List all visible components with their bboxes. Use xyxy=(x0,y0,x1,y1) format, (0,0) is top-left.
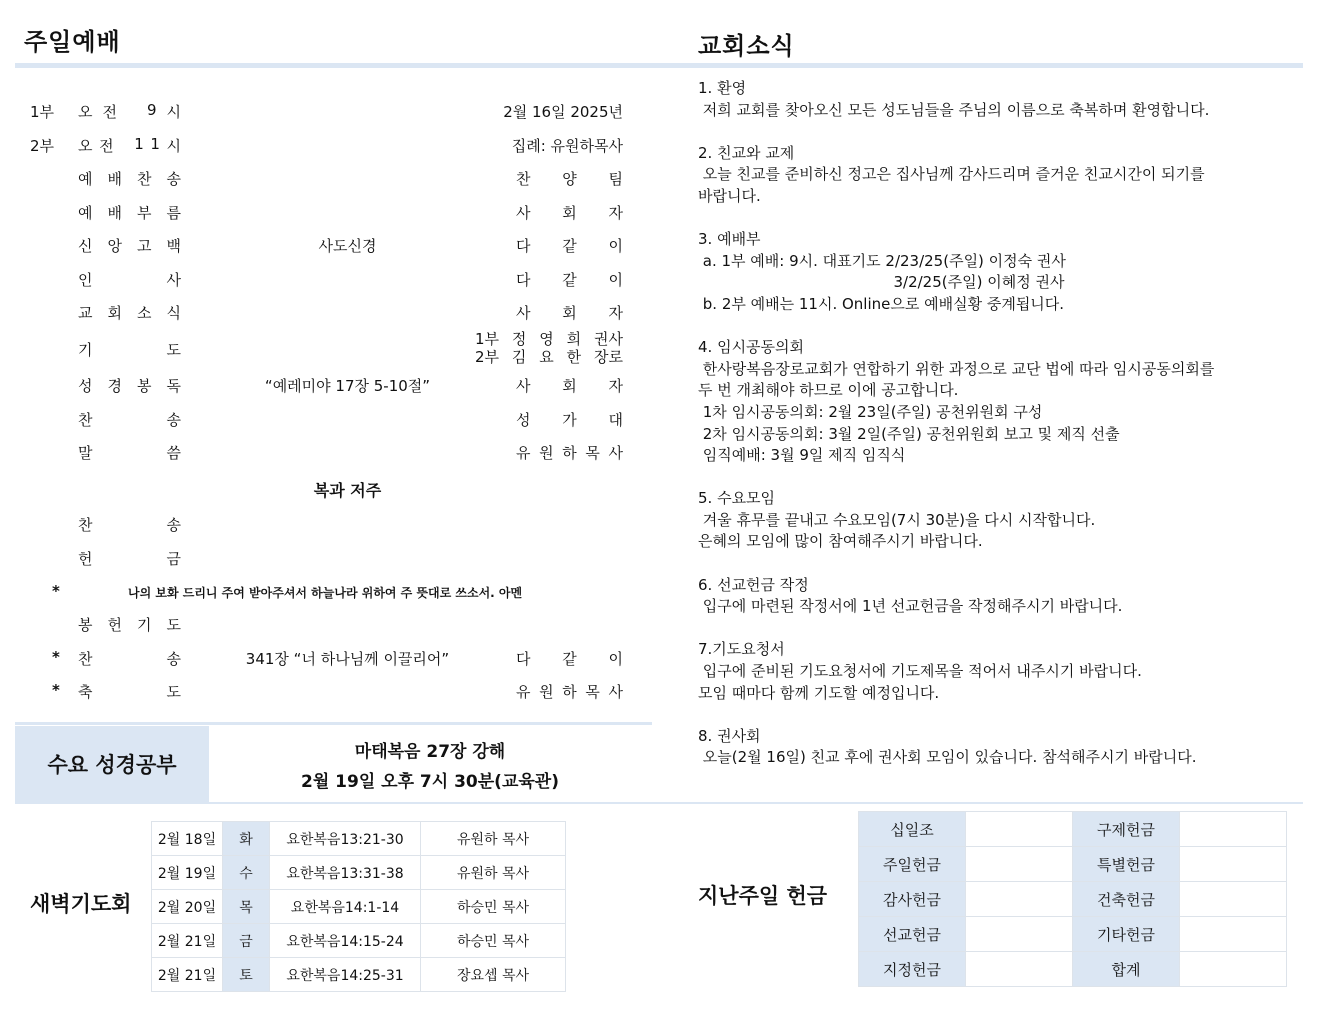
offering-amount xyxy=(1180,952,1287,987)
dawn-date: 2월 21일 xyxy=(152,958,223,992)
table-row xyxy=(859,952,1287,987)
prayer-leaders xyxy=(475,330,623,366)
order-row xyxy=(0,168,640,192)
wednesday-label: 수요 성경공부 xyxy=(15,726,209,802)
order-item: 성 경 봉 독 xyxy=(78,377,181,395)
news-item xyxy=(698,78,1298,121)
order-leader: 사 회 자 xyxy=(516,203,623,222)
dawn-leader: 하승민 목사 xyxy=(421,890,566,924)
service-2-row xyxy=(0,135,640,159)
dawn-leader: 하승민 목사 xyxy=(421,924,566,958)
order-leader: 찬 양 팀 xyxy=(516,170,623,188)
wednesday-time: 2월 19일 오후 7시 30분(교육관) xyxy=(301,772,559,792)
order-leader: 다 같 이 xyxy=(516,270,623,289)
dawn-day: 목 xyxy=(223,890,270,924)
order-row xyxy=(0,375,640,399)
offering-category: 특별헌금 xyxy=(1073,847,1180,882)
header-divider xyxy=(15,63,1303,68)
news-text: 겨울 휴무를 끝내고 수요모임(7시 30분)을 다시 시작합니다. xyxy=(698,510,1096,529)
news-text: 입구에 마련된 작정서에 1년 선교헌금을 작정해주시기 바랍니다. xyxy=(698,597,1123,616)
news-text: 은혜의 모임에 많이 참여해주시기 바랍니다. xyxy=(698,532,983,551)
offering-category: 십일조 xyxy=(859,812,966,847)
order-leader: 다 같 이 xyxy=(516,237,623,256)
table-row xyxy=(152,822,566,856)
dawn-verse: 요한복음14:1-14 xyxy=(270,890,421,924)
dawn-verse: 요한복음13:31-38 xyxy=(270,856,421,890)
news-item xyxy=(698,726,1298,769)
order-item: 예 배 찬 송 xyxy=(78,170,181,188)
order-leader: 유 원 하 목 사 xyxy=(516,444,623,463)
offering-category: 주일헌금 xyxy=(859,847,966,882)
news-text: b. 2부 예배는 11시. Online으로 예배실황 중계됩니다. xyxy=(698,294,1065,313)
order-item: 기 도 xyxy=(78,341,181,359)
order-leader: 사 회 자 xyxy=(516,377,623,395)
offering-amount xyxy=(1180,812,1287,847)
section-heading: 복과 저주 xyxy=(313,481,382,500)
order-leader: 다 같 이 xyxy=(516,649,623,668)
table-row xyxy=(152,890,566,924)
news-text: 모임 때마다 함께 기도할 예정입니다. xyxy=(698,683,940,702)
order-item: 헌 금 xyxy=(78,549,181,568)
offering-category: 건축헌금 xyxy=(1073,882,1180,917)
order-detail: 341장 “너 하나님께 이끌리어” xyxy=(245,649,450,668)
order-item: 봉 헌 기 도 xyxy=(78,616,181,634)
table-row xyxy=(859,917,1287,952)
dawn-day: 금 xyxy=(223,924,270,958)
dawn-verse: 요한복음14:25-31 xyxy=(270,958,421,992)
offering-label: 지난주일 헌금 xyxy=(698,884,828,908)
offering-amount xyxy=(966,847,1073,882)
dawn-date: 2월 19일 xyxy=(152,856,223,890)
service-1-row xyxy=(0,101,640,125)
offering-category: 구제헌금 xyxy=(1073,812,1180,847)
order-row xyxy=(0,648,640,672)
standing-mark: * xyxy=(52,582,60,600)
dawn-verse: 요한복음14:15-24 xyxy=(270,924,421,958)
part2-label: 2부 xyxy=(30,137,55,155)
offering-category: 감사헌금 xyxy=(859,882,966,917)
offering-category: 합계 xyxy=(1073,952,1180,987)
prayer-leader-2: 2부 김 요 한 장로 xyxy=(475,348,623,366)
news-text: 오늘 친교를 준비하신 정고은 집사님께 감사드리며 즐거운 친교시간이 되기를 xyxy=(698,165,1205,184)
order-leader: 사 회 자 xyxy=(516,304,623,323)
offering-amount xyxy=(966,917,1073,952)
order-item: 찬 송 xyxy=(78,649,181,668)
news-item xyxy=(698,143,1298,208)
news-text: 3/2/25(주일) 이혜정 권사 xyxy=(698,273,1065,292)
news-text: 임직예배: 3월 9일 제직 임직식 xyxy=(698,446,906,465)
offering-amount xyxy=(966,952,1073,987)
news-heading: 6. 선교헌금 작정 xyxy=(698,575,809,594)
news-text: 2차 임시공동의회: 3월 2일(주일) 공천위원회 보고 및 제직 선출 xyxy=(698,424,1120,443)
news-heading: 2. 친교와 교제 xyxy=(698,143,795,162)
dawn-leader: 유원하 목사 xyxy=(421,822,566,856)
news-list xyxy=(698,78,1298,791)
dawn-date: 2월 20일 xyxy=(152,890,223,924)
offering-amount xyxy=(1180,847,1287,882)
part2-time: 오 전 1 1 시 xyxy=(78,135,181,155)
wednesday-topic: 마태복음 27장 강해 xyxy=(354,742,506,762)
table-row xyxy=(859,812,1287,847)
news-item xyxy=(698,575,1298,618)
table-row xyxy=(859,882,1287,917)
table-row xyxy=(152,856,566,890)
dawn-leader: 유원하 목사 xyxy=(421,856,566,890)
order-row xyxy=(0,614,640,638)
order-row xyxy=(0,681,640,705)
order-leader: 유 원 하 목 사 xyxy=(516,683,623,702)
news-heading: 8. 권사회 xyxy=(698,726,761,745)
news-heading: 1. 환영 xyxy=(698,79,747,97)
news-text: a. 1부 예배: 9시. 대표기도 2/23/25(주일) 이정숙 권사 xyxy=(698,251,1066,270)
offering-category: 선교헌금 xyxy=(859,917,966,952)
order-item: 찬 송 xyxy=(78,516,181,534)
offering-category: 지정헌금 xyxy=(859,952,966,987)
news-text: 한사랑복음장로교회가 연합하기 위한 과정으로 교단 법에 따라 임시공동의회를 xyxy=(698,359,1215,378)
news-heading: 3. 예배부 xyxy=(698,230,761,249)
dawn-prayer-label: 새벽기도회 xyxy=(30,892,132,916)
news-text: 저희 교회를 찾아오신 모든 성도님들을 주님의 이름으로 축복하며 환영합니다. xyxy=(698,100,1210,119)
order-item: 인 사 xyxy=(78,270,181,289)
news-item xyxy=(698,229,1298,315)
order-item: 신 앙 고 백 xyxy=(78,237,181,256)
order-item: 교 회 소 식 xyxy=(78,304,181,323)
order-row xyxy=(0,269,640,293)
service-date: 2월 16일 2025년 xyxy=(503,103,623,121)
dawn-date: 2월 18일 xyxy=(152,822,223,856)
part1-time: 오 전 9 시 xyxy=(78,101,181,121)
order-row xyxy=(0,442,640,466)
order-item: 축 도 xyxy=(78,683,181,702)
order-item: 예 배 부 름 xyxy=(78,203,181,222)
standing-mark: * xyxy=(52,681,60,700)
order-leader: 성 가 대 xyxy=(516,410,623,429)
part1-label: 1부 xyxy=(30,103,55,121)
order-row xyxy=(0,514,640,538)
dawn-day: 토 xyxy=(223,958,270,992)
table-row xyxy=(859,847,1287,882)
standing-mark: * xyxy=(52,647,60,666)
worship-bottom-divider xyxy=(15,722,652,725)
offering-amount xyxy=(1180,882,1287,917)
news-text: 바랍니다. xyxy=(698,186,761,205)
presider: 집례: 유원하목사 xyxy=(511,137,623,155)
news-title: 교회소식 xyxy=(698,32,795,60)
order-item: 찬 송 xyxy=(78,410,181,429)
news-heading: 4. 임시공동의회 xyxy=(698,338,805,357)
dawn-verse: 요한복음13:21-30 xyxy=(270,822,421,856)
offering-category: 기타헌금 xyxy=(1073,917,1180,952)
news-text: 1차 임시공동의회: 2월 23일(주일) 공천위원회 구성 xyxy=(698,402,1043,421)
order-detail: 사도신경 xyxy=(318,237,377,256)
order-row xyxy=(0,235,640,259)
news-item xyxy=(698,488,1298,553)
dawn-day: 화 xyxy=(223,822,270,856)
news-heading: 5. 수요모임 xyxy=(698,489,776,508)
offering-prayer-row xyxy=(0,582,640,606)
order-detail: “예레미야 17장 5-10절” xyxy=(264,377,431,395)
prayer-leader-1: 1부 정 영 희 권사 xyxy=(475,330,623,348)
order-row xyxy=(0,302,640,326)
news-text: 오늘(2월 16일) 친교 후에 권사회 모임이 있습니다. 참석해주시기 바랍니다. xyxy=(698,748,1197,767)
news-heading: 7.기도요청서 xyxy=(698,640,785,659)
dawn-leader: 장요셉 목사 xyxy=(421,958,566,992)
news-item xyxy=(698,337,1298,467)
bottom-divider xyxy=(15,802,1303,804)
order-row xyxy=(0,202,640,226)
offering-amount xyxy=(966,882,1073,917)
news-text: 입구에 준비된 기도요청서에 기도제목을 적어서 내주시기 바랍니다. xyxy=(698,662,1142,681)
offering-table xyxy=(858,811,1287,987)
order-row-prayer xyxy=(0,330,640,370)
order-row xyxy=(0,409,640,433)
order-row xyxy=(0,548,640,572)
dawn-date: 2월 21일 xyxy=(152,924,223,958)
offering-amount xyxy=(966,812,1073,847)
worship-title: 주일예배 xyxy=(24,28,121,56)
dawn-day: 수 xyxy=(223,856,270,890)
offering-amount xyxy=(1180,917,1287,952)
table-row xyxy=(152,924,566,958)
table-row xyxy=(152,958,566,992)
news-text: 두 번 개최해야 하므로 이에 공고합니다. xyxy=(698,381,959,400)
news-item xyxy=(698,639,1298,704)
offering-prayer-text: 나의 보화 드리니 주여 받아주셔서 하늘나라 위하여 주 뜻대로 쓰소서. 아멘 xyxy=(128,586,523,600)
order-item: 말 씀 xyxy=(78,444,181,463)
dawn-prayer-table xyxy=(151,821,566,992)
